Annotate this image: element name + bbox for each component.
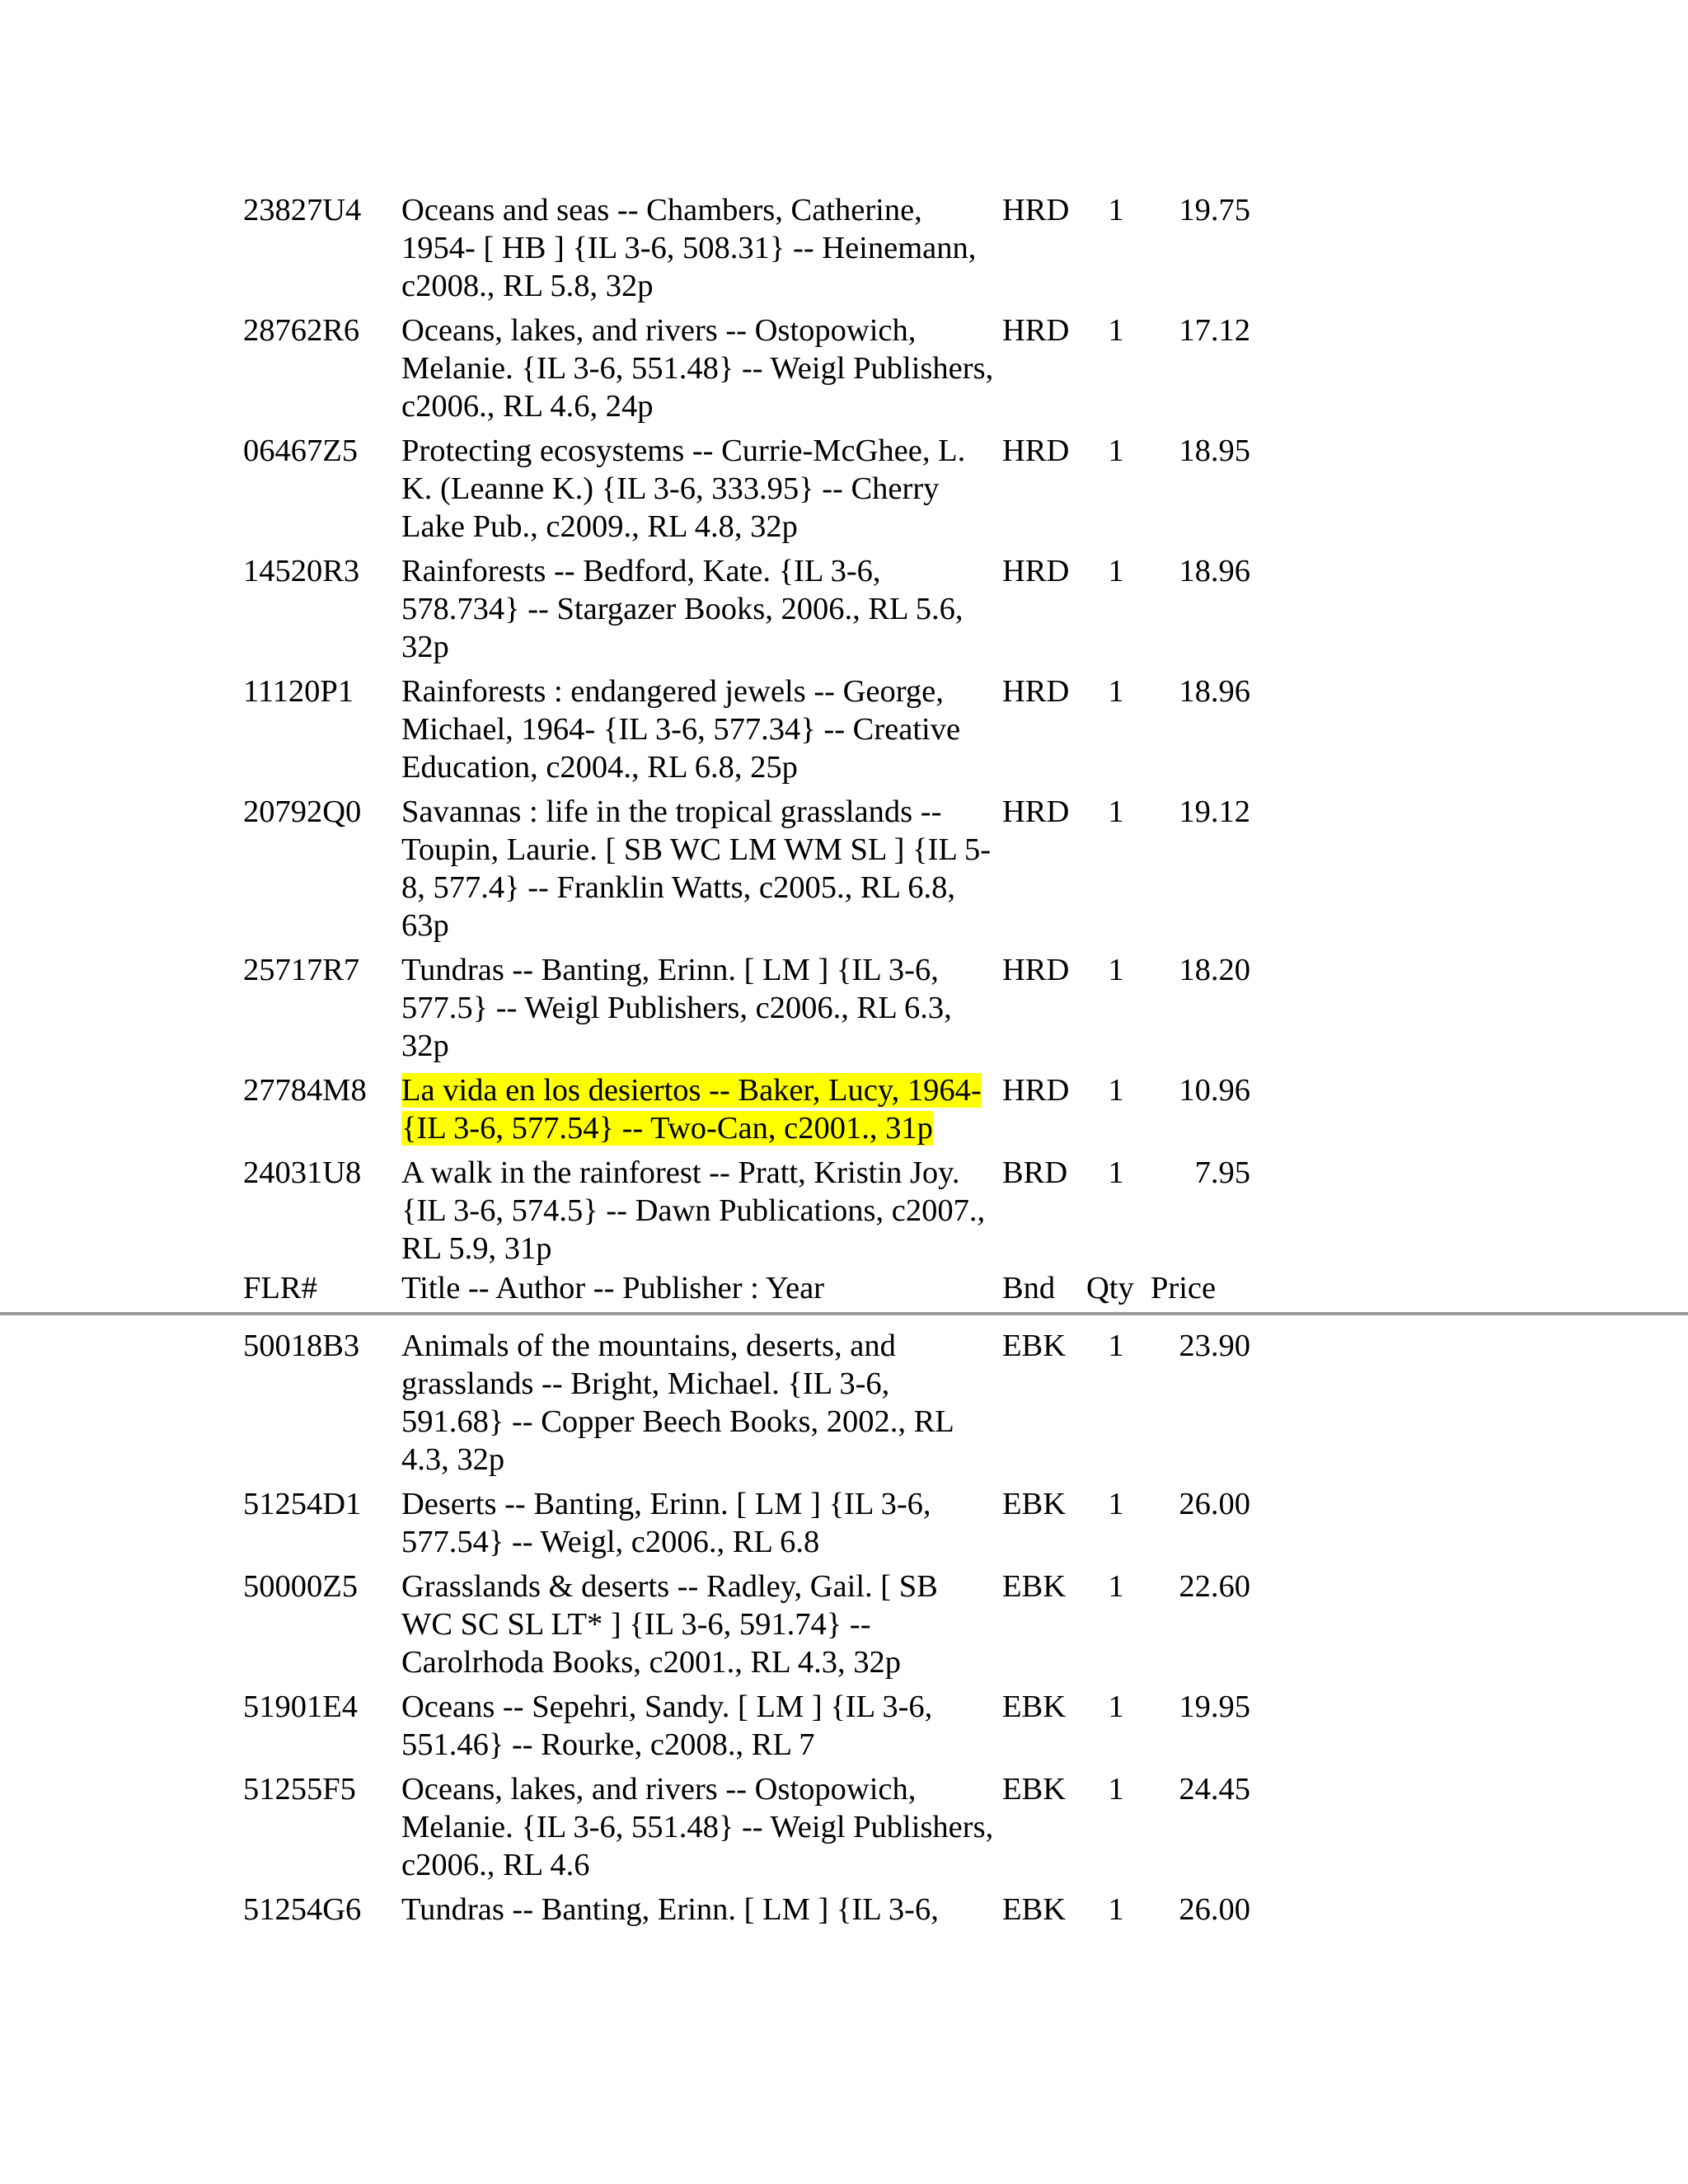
quantity: 1 xyxy=(1108,1155,1124,1190)
list-row xyxy=(0,793,1688,951)
title-author-publisher: Oceans -- Sepehri, Sandy. [ LM ] {IL 3-6, 551.46} -- Rourke, c2008., RL 7 xyxy=(401,1690,933,1762)
title-author-publisher: Rainforests : endangered jewels -- George, Michael, 1964- {IL 3-6, 577.34} -- Creative Education, c2004., RL 6.8, 25p xyxy=(401,674,961,785)
price: 17.12 xyxy=(1179,313,1250,348)
binding-code: HRD xyxy=(1002,674,1070,709)
flr-number: 50018B3 xyxy=(243,1329,360,1363)
list-row-highlighted xyxy=(0,1071,1688,1154)
flr-number: 27784M8 xyxy=(243,1073,367,1108)
price: 7.95 xyxy=(1194,1155,1250,1190)
flr-number: 51901E4 xyxy=(243,1690,359,1724)
quantity: 1 xyxy=(1108,1569,1124,1604)
price: 23.90 xyxy=(1179,1329,1250,1363)
flr-number: 20792Q0 xyxy=(243,794,362,829)
column-header-price: Price xyxy=(1151,1271,1217,1305)
price: 19.12 xyxy=(1179,794,1250,829)
binding-code: HRD xyxy=(1002,554,1070,588)
flr-number: 51254D1 xyxy=(243,1487,362,1521)
highlighted-text: La vida en los desiertos -- Baker, Lucy, 1964- {IL 3-6, 577.54} -- Two-Can, c2001., 31p xyxy=(401,1073,982,1146)
title-author-publisher: Deserts -- Banting, Erinn. [ LM ] {IL 3-6, 577.54} -- Weigl, c2006., RL 6.8 xyxy=(401,1487,931,1559)
flr-number: 14520R3 xyxy=(243,554,360,588)
column-header-title: Title -- Author -- Publisher : Year xyxy=(401,1271,824,1305)
column-header-bnd: Bnd xyxy=(1002,1271,1056,1305)
list-row xyxy=(0,1688,1688,1770)
title-author-publisher: Rainforests -- Bedford, Kate. {IL 3-6, 578.734} -- Stargazer Books, 2006., RL 5.6, 32p xyxy=(401,554,964,664)
flr-number: 25717R7 xyxy=(243,953,360,987)
flr-number: 06467Z5 xyxy=(243,434,359,468)
list-row xyxy=(0,552,1688,673)
binding-code: EBK xyxy=(1002,1690,1066,1724)
binding-code: EBK xyxy=(1002,1772,1066,1807)
quantity: 1 xyxy=(1108,313,1124,348)
list-row xyxy=(0,432,1688,552)
price: 19.95 xyxy=(1179,1690,1250,1724)
flr-number: 28762R6 xyxy=(243,313,360,348)
list-row xyxy=(0,951,1688,1071)
price: 19.75 xyxy=(1179,193,1250,227)
column-header-qty: Qty xyxy=(1086,1271,1134,1305)
quantity: 1 xyxy=(1108,953,1124,987)
title-author-publisher: Protecting ecosystems -- Currie-McGhee, L. K. (Leanne K.) {IL 3-6, 333.95} -- Cherry Lake Pub., c2009., RL 4.8, 32p xyxy=(401,434,966,544)
title-author-publisher: Grasslands & deserts -- Radley, Gail. [ SB WC SC SL LT* ] {IL 3-6, 591.74} -- Carolrhoda Books, c2001., RL 4.3, 32p xyxy=(401,1569,938,1680)
price: 18.96 xyxy=(1179,554,1250,588)
binding-code: HRD xyxy=(1002,193,1070,227)
price: 22.60 xyxy=(1179,1569,1250,1604)
quantity: 1 xyxy=(1108,1329,1124,1363)
price: 18.96 xyxy=(1179,674,1250,709)
title-author-publisher: A walk in the rainforest -- Pratt, Kristin Joy. {IL 3-6, 574.5} -- Dawn Publications, c2007., RL 5.9, 31p xyxy=(401,1155,986,1266)
binding-code: HRD xyxy=(1002,1073,1070,1108)
binding-code: EBK xyxy=(1002,1487,1066,1521)
quantity: 1 xyxy=(1108,794,1124,829)
binding-code: HRD xyxy=(1002,434,1070,468)
column-header-row xyxy=(0,1269,1688,1315)
title-author-publisher: Tundras -- Banting, Erinn. [ LM ] {IL 3-6, xyxy=(401,1892,939,1927)
quantity: 1 xyxy=(1108,1073,1124,1108)
flr-number: 24031U8 xyxy=(243,1155,362,1190)
title-author-publisher: Oceans, lakes, and rivers -- Ostopowich, Melanie. {IL 3-6, 551.48} -- Weigl Publishers, c2006., RL 4.6, 24p xyxy=(401,313,994,424)
binding-code: HRD xyxy=(1002,313,1070,348)
list-row xyxy=(0,1891,1688,1935)
binding-code: BRD xyxy=(1002,1155,1068,1190)
price: 10.96 xyxy=(1179,1073,1250,1108)
flr-number: 51255F5 xyxy=(243,1772,356,1807)
title-author-publisher: Oceans, lakes, and rivers -- Ostopowich, Melanie. {IL 3-6, 551.48} -- Weigl Publishers, c2006., RL 4.6 xyxy=(401,1772,994,1882)
quantity: 1 xyxy=(1108,674,1124,709)
list-row xyxy=(0,1327,1688,1485)
binding-code: EBK xyxy=(1002,1892,1066,1927)
list-row xyxy=(0,673,1688,793)
flr-number: 51254G6 xyxy=(243,1892,362,1927)
list-row xyxy=(0,1568,1688,1688)
quantity: 1 xyxy=(1108,193,1124,227)
quantity: 1 xyxy=(1108,1892,1124,1927)
flr-number: 11120P1 xyxy=(243,674,354,709)
title-author-publisher-highlighted xyxy=(401,1071,995,1147)
list-row xyxy=(0,191,1688,312)
column-header-flr: FLR# xyxy=(243,1271,317,1305)
quantity: 1 xyxy=(1108,1772,1124,1807)
price: 26.00 xyxy=(1179,1892,1250,1927)
quantity: 1 xyxy=(1108,1690,1124,1724)
flr-number: 23827U4 xyxy=(243,193,362,227)
price: 26.00 xyxy=(1179,1487,1250,1521)
list-row xyxy=(0,312,1688,432)
quantity: 1 xyxy=(1108,1487,1124,1521)
title-author-publisher: Oceans and seas -- Chambers, Catherine, 1954- [ HB ] {IL 3-6, 508.31} -- Heinemann, c2008., RL 5.8, 32p xyxy=(401,193,977,303)
title-author-publisher: Tundras -- Banting, Erinn. [ LM ] {IL 3-6, 577.5} -- Weigl Publishers, c2006., RL 6.3, 32p xyxy=(401,953,952,1063)
quantity: 1 xyxy=(1108,554,1124,588)
list-row xyxy=(0,1485,1688,1568)
binding-code: EBK xyxy=(1002,1569,1066,1604)
title-author-publisher: Animals of the mountains, deserts, and grasslands -- Bright, Michael. {IL 3-6, 591.68} -- Copper Beech Books, 2002., RL 4.3, 32p xyxy=(401,1329,954,1477)
flr-number: 50000Z5 xyxy=(243,1569,359,1604)
binding-code: EBK xyxy=(1002,1329,1066,1363)
book-list xyxy=(0,191,1688,1935)
quantity: 1 xyxy=(1108,434,1124,468)
title-author-publisher: Savannas : life in the tropical grasslands -- Toupin, Laurie. [ SB WC LM WM SL ] {IL 5-8, 577.4} -- Franklin Watts, c2005., RL 6.8, 63p xyxy=(401,794,992,943)
list-row xyxy=(0,1154,1688,1269)
binding-code: HRD xyxy=(1002,794,1070,829)
list-row xyxy=(0,1770,1688,1891)
price: 18.95 xyxy=(1179,434,1250,468)
binding-code: HRD xyxy=(1002,953,1070,987)
price: 18.20 xyxy=(1179,953,1250,987)
price: 24.45 xyxy=(1179,1772,1250,1807)
